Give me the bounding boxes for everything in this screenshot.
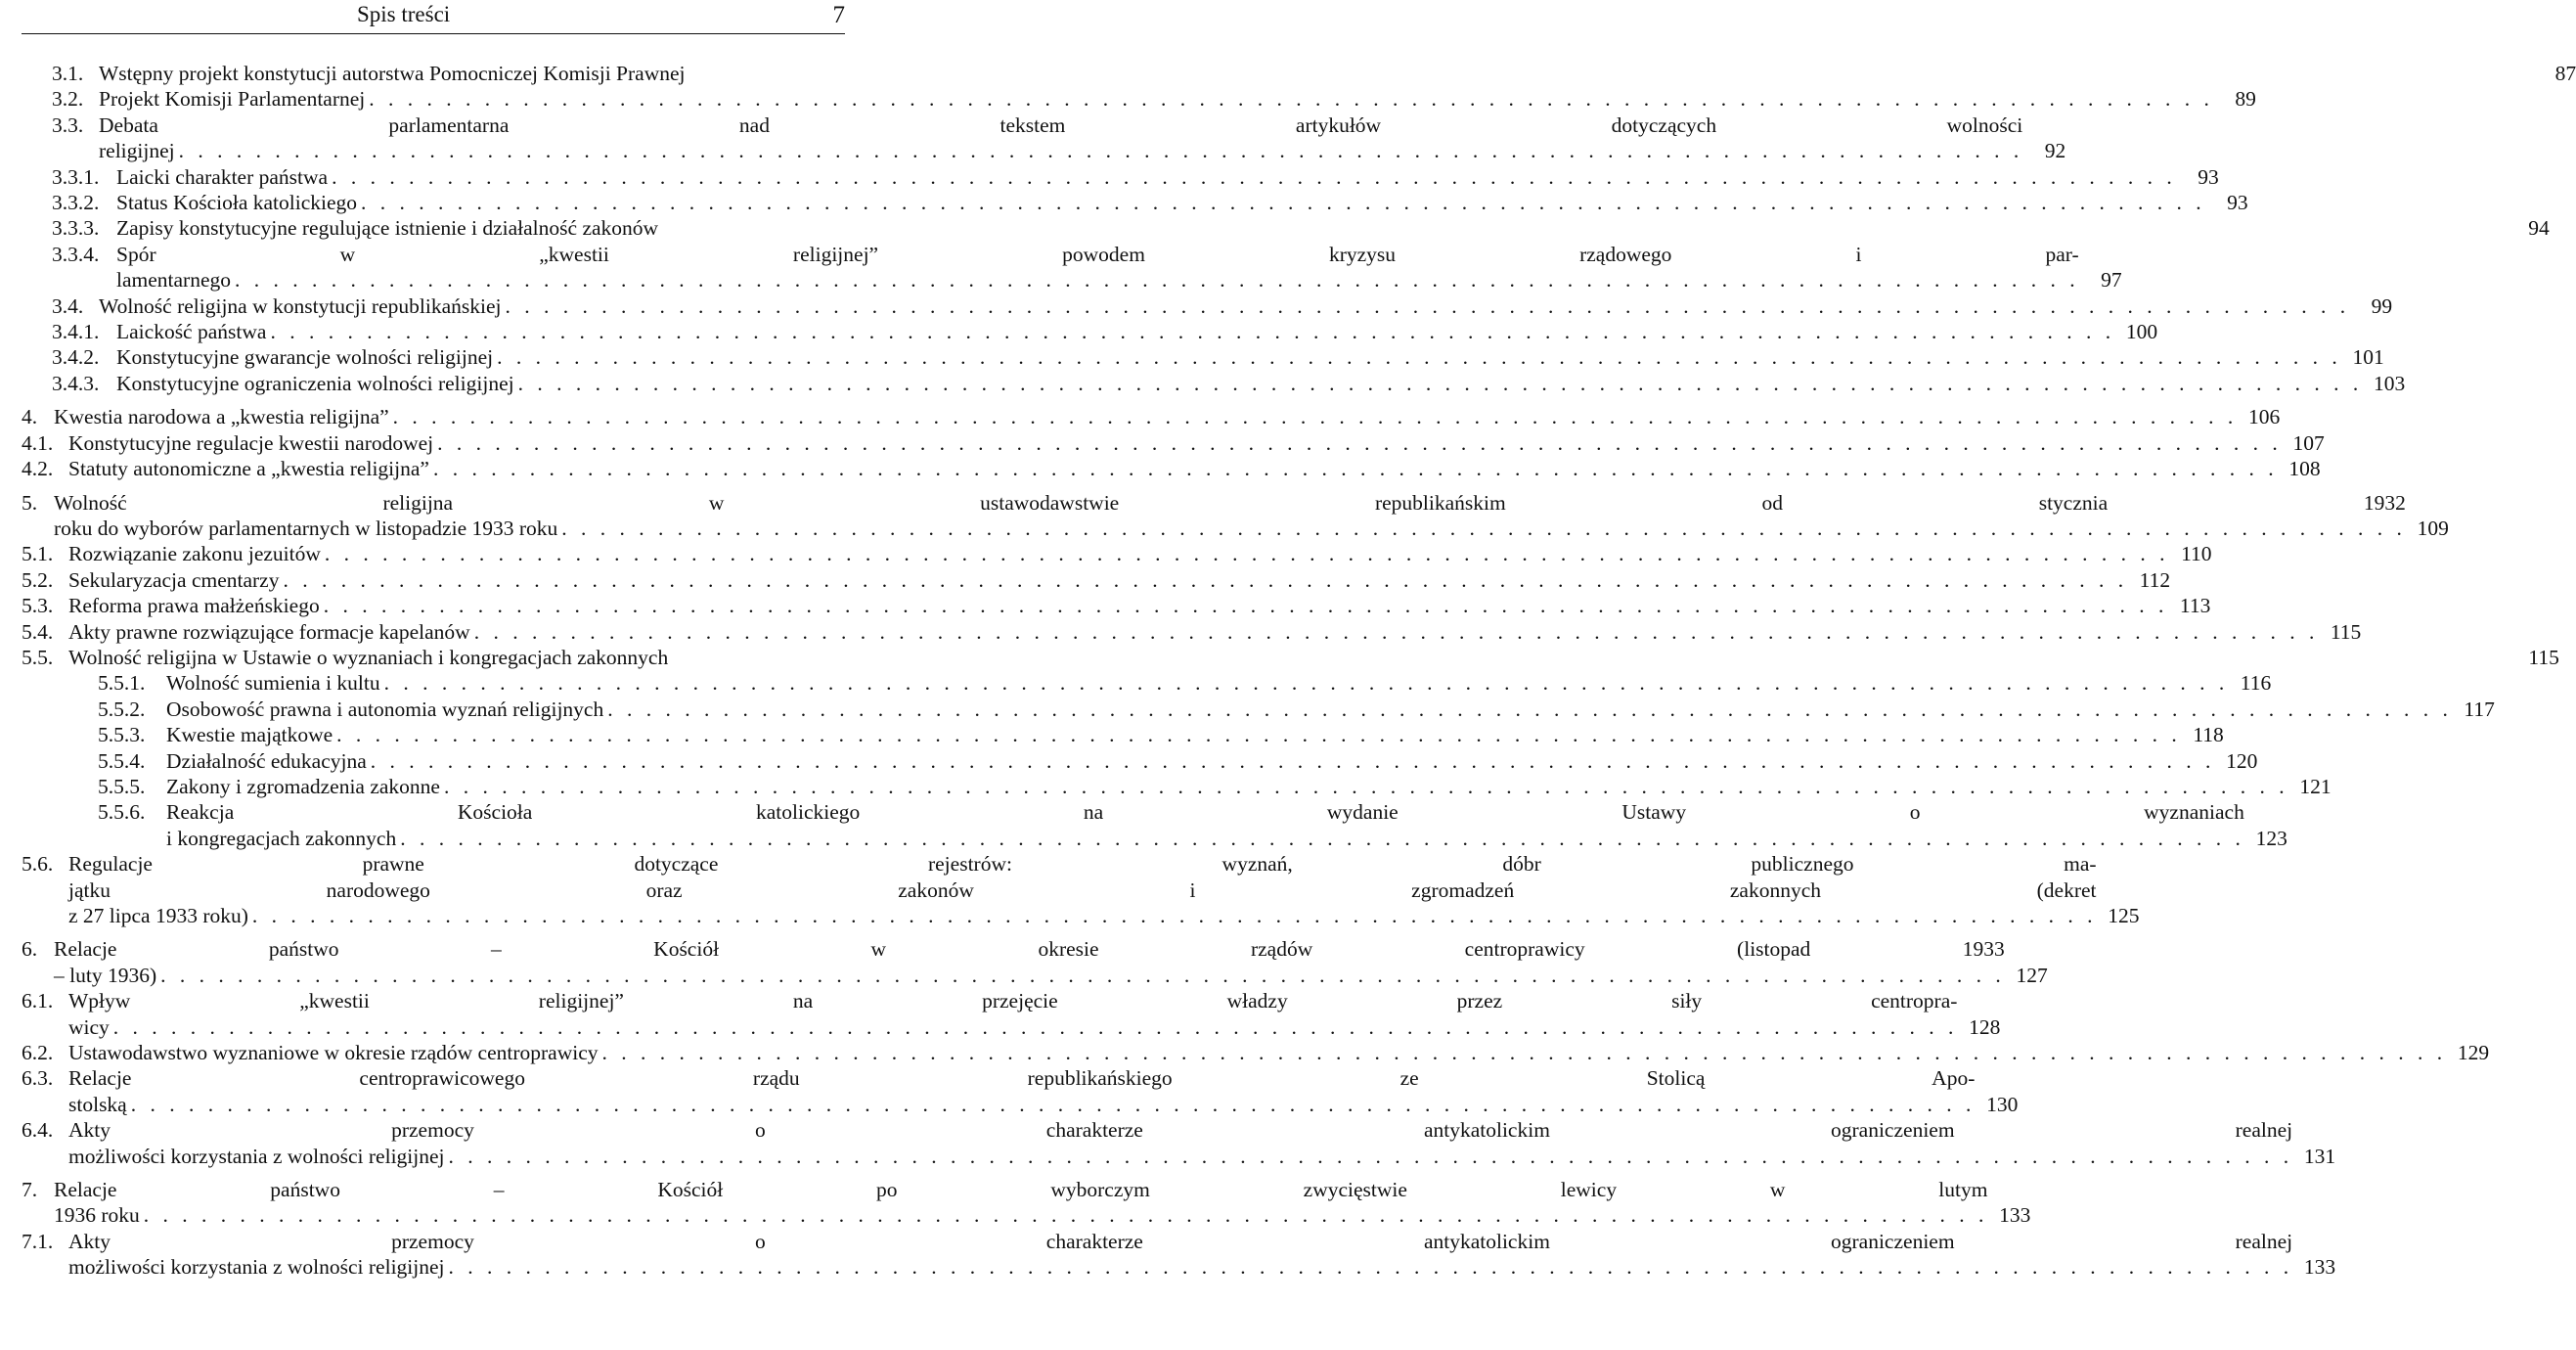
toc-entry-title-line: Wstępny projekt konstytucji autorstwa Pomocniczej Komisji Prawnej: [99, 62, 686, 85]
toc-entry-title-line: Ustawodawstwo wyznaniowe w okresie rządów centroprawicy: [68, 1041, 599, 1065]
toc-entry-title-line: Rozwiązanie zakonu jezuitów: [68, 542, 321, 566]
toc-entry-title-line: Konstytucyjne regulacje kwestii narodowej: [68, 430, 434, 455]
toc-entry-title-line: Konstytucyjne gwarancje wolności religijnej: [116, 345, 494, 370]
toc-entry-title-line: Konstytucyjne ograniczenia wolności religijnej: [116, 371, 514, 395]
table-of-contents: [22, 61, 2576, 1281]
toc-entry-number: 3.4.2.: [52, 345, 100, 370]
toc-entry: [22, 988, 2001, 1040]
dot-leader: [113, 1014, 1954, 1040]
toc-entry: [22, 190, 2248, 215]
toc-entry-title-line: możliwości korzystania z wolności religijnej: [68, 1144, 445, 1168]
toc-entry-page: 116: [2240, 671, 2272, 696]
toc-entry-number: 5.2.: [22, 567, 54, 592]
toc-entry-title-line: Akty prawne rozwiązujące formacje kapelanów: [68, 619, 470, 644]
toc-entry-page: 125: [2108, 904, 2140, 927]
toc-entry-title-line: Wolność religijna w ustawodawstwie republikańskim od stycznia 1932: [54, 490, 2406, 515]
toc-entry: [22, 593, 2211, 618]
toc-entry-number: 4.: [22, 405, 38, 429]
dot-leader: [324, 593, 2164, 618]
toc-entry: [22, 61, 2576, 86]
toc-entry: [22, 456, 2321, 481]
running-header: [22, 0, 845, 34]
toc-entry: [22, 619, 2362, 645]
dot-leader: [325, 541, 2165, 566]
toc-entry: [22, 541, 2212, 566]
header-title: Spis treści: [357, 2, 451, 26]
toc-entry-page: 117: [2464, 697, 2495, 721]
toc-entry-title-line: Laickość państwa: [116, 320, 267, 344]
toc-entry-page: 131: [2303, 1144, 2336, 1168]
toc-entry-number: 5.5.: [22, 645, 54, 669]
toc-entry: [22, 697, 2495, 722]
toc-entry-page: 113: [2179, 594, 2211, 618]
dot-leader: [160, 963, 2001, 988]
toc-entry-page: 94: [2528, 216, 2550, 241]
toc-entry-number: 3.3.3.: [52, 216, 100, 241]
toc-entry: [22, 799, 2287, 851]
toc-entry: [22, 748, 2258, 774]
dot-leader: [252, 903, 2093, 928]
toc-entry-number: 3.2.: [52, 87, 84, 112]
dot-leader: [369, 86, 2209, 112]
dot-leader: [361, 190, 2201, 215]
toc-entry: [22, 242, 2122, 293]
toc-entry-number: 7.: [22, 1178, 38, 1202]
toc-entry-title-line: Zapisy konstytucyjne regulujące istnienie i działalność zakonów: [116, 216, 659, 241]
toc-entry: [22, 1177, 2031, 1229]
toc-entry: [22, 1040, 2490, 1065]
toc-entry-number: 3.1.: [52, 62, 84, 85]
dot-leader: [505, 293, 2345, 319]
toc-entry: [22, 490, 2449, 542]
toc-entry-title-line: Wolność sumienia i kultu: [166, 671, 380, 696]
toc-entry-page: 130: [1986, 1092, 2019, 1116]
toc-entry-title-line: Regulacje prawne dotyczące rejestrów: wyznań, dóbr publicznego ma-: [68, 852, 2097, 877]
toc-entry-page: 115: [2528, 645, 2559, 669]
toc-entry-page: 87: [2554, 62, 2576, 85]
dot-leader: [235, 267, 2075, 292]
toc-entry-page: 120: [2226, 748, 2258, 773]
toc-entry-number: 5.3.: [22, 594, 54, 618]
toc-entry-title-line: i kongregacjach zakonnych: [166, 826, 397, 850]
toc-entry-title-line: Wolność religijna w konstytucji republikańskiej: [99, 293, 502, 318]
dot-leader: [283, 567, 2123, 593]
dot-leader: [371, 748, 2211, 774]
toc-entry-number: 5.5.6.: [98, 800, 146, 825]
toc-entry-number: 5.4.: [22, 619, 54, 644]
dot-leader: [400, 826, 2241, 851]
toc-entry-page: 127: [2016, 963, 2048, 987]
toc-entry-title-line: Wolność religijna w Ustawie o wyznaniach i kongregacjach zakonnych: [68, 645, 669, 669]
toc-entry-number: 3.4.1.: [52, 320, 100, 344]
toc-entry-number: 3.3.2.: [52, 191, 100, 215]
toc-entry: [22, 344, 2384, 370]
toc-entry-title-line: Kwestie majątkowe: [166, 723, 333, 747]
toc-entry-page: 103: [2373, 371, 2406, 395]
dot-leader: [336, 722, 2177, 747]
toc-entry-page: 106: [2248, 405, 2281, 429]
toc-entry-number: 5.1.: [22, 542, 54, 566]
toc-entry: [22, 404, 2281, 429]
toc-entry-page: 107: [2292, 430, 2325, 455]
toc-entry-page: 108: [2288, 457, 2321, 481]
toc-entry-number: 4.2.: [22, 457, 54, 481]
toc-entry-title-line: wicy: [68, 1014, 110, 1039]
toc-entry-page: 112: [2139, 567, 2171, 592]
toc-entry-page: 128: [1969, 1014, 2001, 1039]
dot-leader: [131, 1092, 1972, 1117]
toc-entry-title-line: Osobowość prawna i autonomia wyznań religijnych: [166, 697, 604, 721]
toc-entry: [22, 319, 2158, 344]
toc-entry-title-line: Sekularyzacja cmentarzy: [68, 567, 280, 592]
dot-leader: [384, 670, 2225, 696]
toc-entry-title-line: Laicki charakter państwa: [116, 164, 329, 189]
toc-entry-number: 6.1.: [22, 989, 54, 1013]
toc-entry-page: 97: [2101, 268, 2122, 292]
dot-leader: [497, 344, 2337, 370]
toc-entry-page: 100: [2125, 320, 2158, 344]
dot-leader: [393, 404, 2234, 429]
toc-entry-page: 110: [2181, 542, 2212, 566]
toc-entry-number: 3.4.: [52, 293, 84, 318]
toc-entry-title-line: – luty 1936): [54, 963, 157, 987]
toc-entry-title-line: religijnej: [99, 139, 175, 163]
dot-leader: [449, 1254, 2289, 1280]
toc-entry-number: 5.5.3.: [98, 723, 146, 747]
dot-leader: [561, 516, 2402, 541]
toc-entry-number: 6.4.: [22, 1118, 54, 1143]
toc-entry-page: 123: [2255, 826, 2287, 850]
toc-entry: [22, 851, 2140, 928]
toc-entry-number: 3.3.4.: [52, 242, 100, 266]
dot-leader: [433, 456, 2274, 481]
toc-entry-page: 89: [2235, 87, 2256, 112]
toc-entry: [22, 567, 2171, 593]
toc-entry-page: 93: [2198, 164, 2219, 189]
toc-entry-title-line: jątku narodowego oraz zakonów i zgromadzeń zakonnych (dekret: [68, 878, 2097, 902]
toc-entry-number: 3.3.: [52, 112, 84, 137]
toc-entry-title-line: Akty przemocy o charakterze antykatolickim ograniczeniem realnej: [68, 1118, 2293, 1143]
toc-entry-page: 118: [2193, 723, 2224, 747]
dot-leader: [474, 619, 2315, 645]
toc-entry-page: 133: [2303, 1255, 2336, 1280]
header-page-number: 7: [832, 2, 845, 28]
toc-entry-title-line: Spór w „kwestii religijnej” powodem kryzysu rządowego i par-: [116, 242, 2079, 266]
toc-entry-number: 5.6.: [22, 852, 54, 877]
toc-entry-number: 4.1.: [22, 430, 54, 455]
toc-entry-title-line: Działalność edukacyjna: [166, 748, 367, 773]
toc-entry: [22, 722, 2224, 747]
toc-entry-page: 101: [2352, 345, 2384, 370]
toc-entry-title-line: Wpływ „kwestii religijnej” na przejęcie władzy przez siły centropra-: [68, 989, 1958, 1013]
toc-entry: [22, 215, 2550, 241]
toc-entry: [22, 371, 2406, 396]
toc-entry-number: 5.5.4.: [98, 748, 146, 773]
toc-entry-page: 129: [2457, 1041, 2490, 1065]
dot-leader: [144, 1202, 1984, 1228]
dot-leader: [179, 138, 2020, 163]
dot-leader: [607, 697, 2448, 722]
dot-leader: [332, 164, 2172, 190]
dot-leader: [270, 319, 2110, 344]
toc-entry-title-line: Akty przemocy o charakterze antykatolickim ograniczeniem realnej: [68, 1229, 2293, 1253]
toc-entry-number: 6.: [22, 937, 38, 962]
toc-entry-number: 6.3.: [22, 1066, 54, 1091]
dot-leader: [449, 1144, 2289, 1169]
toc-entry-title-line: Relacje państwo – Kościół po wyborczym zwycięstwie lewicy w lutym: [54, 1178, 1988, 1202]
toc-entry: [22, 670, 2272, 696]
toc-entry-title-line: możliwości korzystania z wolności religijnej: [68, 1255, 445, 1280]
toc-entry: [22, 645, 2559, 670]
toc-entry-page: 99: [2371, 293, 2393, 318]
toc-entry-title-line: Projekt Komisji Parlamentarnej: [99, 87, 366, 112]
toc-entry-title-line: Relacje centroprawicowego rządu republikańskiego ze Stolicą Apo-: [68, 1066, 1976, 1091]
toc-entry-number: 5.: [22, 490, 38, 515]
toc-entry-page: 121: [2299, 774, 2332, 798]
toc-entry-title-line: Statuty autonomiczne a „kwestia religijna”: [68, 457, 429, 481]
toc-entry-title-line: Kwestia narodowa a „kwestia religijna”: [54, 405, 389, 429]
toc-entry-title-line: stolską: [68, 1092, 127, 1116]
toc-entry-title-line: 1936 roku: [54, 1203, 140, 1228]
toc-entry-title-line: Zakony i zgromadzenia zakonne: [166, 774, 440, 798]
toc-entry: [22, 293, 2393, 319]
dot-leader: [444, 774, 2285, 799]
toc-entry-page: 133: [1999, 1203, 2031, 1228]
toc-entry: [22, 936, 2048, 988]
toc-entry-title-line: Relacje państwo – Kościół w okresie rządów centroprawicy (listopad 1933: [54, 937, 2005, 962]
toc-entry: [22, 86, 2256, 112]
toc-entry-number: 3.4.3.: [52, 371, 100, 395]
toc-entry-title-line: Status Kościoła katolickiego: [116, 191, 358, 215]
toc-entry-number: 5.5.1.: [98, 671, 146, 696]
toc-entry: [22, 164, 2219, 190]
dot-leader: [602, 1040, 2443, 1065]
toc-entry-title-line: lamentarnego: [116, 268, 232, 292]
toc-entry: [22, 1117, 2336, 1169]
toc-entry: [22, 430, 2325, 456]
toc-entry-number: 5.5.2.: [98, 697, 146, 721]
toc-entry-title-line: Reakcja Kościoła katolickiego na wydanie Ustawy o wyznaniach: [166, 800, 2244, 825]
toc-entry: [22, 774, 2332, 799]
toc-entry-title-line: Debata parlamentarna nad tekstem artykułów dotyczących wolności: [99, 112, 2023, 137]
toc-entry-number: 5.5.5.: [98, 774, 146, 798]
toc-entry-title-line: roku do wyborów parlamentarnych w listopadzie 1933 roku: [54, 516, 558, 540]
toc-entry: [22, 1065, 2019, 1117]
toc-entry-number: 6.2.: [22, 1041, 54, 1065]
toc-entry-title-line: z 27 lipca 1933 roku): [68, 904, 248, 927]
toc-entry-title-line: Reforma prawa małżeńskiego: [68, 594, 320, 618]
toc-entry: [22, 1229, 2336, 1281]
toc-entry-number: 7.1.: [22, 1229, 54, 1253]
toc-entry-number: 3.3.1.: [52, 164, 100, 189]
toc-entry-page: 92: [2044, 139, 2066, 163]
toc-entry-page: 93: [2227, 191, 2248, 215]
dot-leader: [518, 371, 2359, 396]
toc-entry: [22, 112, 2066, 164]
toc-entry-page: 109: [2417, 516, 2449, 540]
toc-entry-page: 115: [2330, 619, 2362, 644]
dot-leader: [437, 430, 2278, 456]
